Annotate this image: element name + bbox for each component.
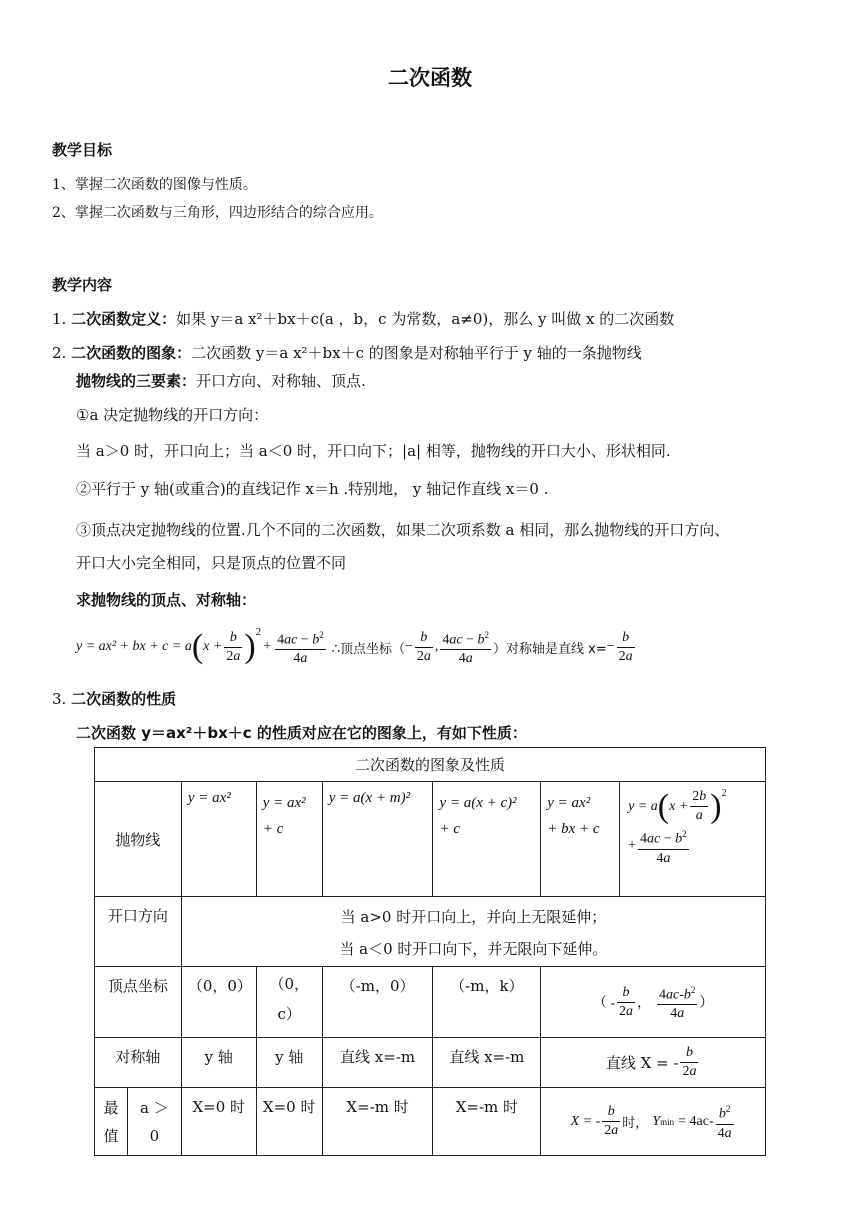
cond-a: a ＞ [140, 1099, 169, 1117]
elements-text: 开口方向、对称轴、顶点. [196, 372, 366, 390]
def-label: 二次函数定义： [71, 310, 177, 328]
form-6-top: y = a ( x + $\frac{2b}{a}$ ) $^2$ [628, 787, 727, 825]
form-3: y = a(x + m)² [328, 790, 411, 806]
extreme-1: X=0 时 [192, 1098, 246, 1116]
axis-general: 直线 X = - $\frac{b}{2a}$ [605, 1045, 697, 1079]
point-1b: 当 a＞0 时，开口向上；当 a＜0 时，开口向下；|a| 相等，抛物线的开口大小、形状相同. [76, 442, 671, 460]
def-text: 如果 y＝a x²＋bx＋c(a ，b，c 为常数，a≠0)，那么 y 叫做 x 的二次函数 [176, 310, 675, 328]
graph-line [52, 342, 642, 363]
formula-x: x + [203, 639, 223, 654]
cond-b: 0 [149, 1127, 160, 1145]
definition-line [52, 308, 674, 329]
row-extreme-a: 最 [103, 1099, 119, 1117]
vertex-4: （-m，k） [450, 977, 524, 995]
formula-axis: ）对称轴是直线 x= [493, 641, 607, 657]
prop-num: 3. [52, 690, 67, 708]
axis-2: y 轴 [275, 1048, 304, 1066]
point-1: ①a 决定抛物线的开口方向： [76, 406, 269, 424]
vertex-2b: c） [277, 1005, 301, 1023]
graph-text: 二次函数 y＝a x²＋bx＋c 的图象是对称轴平行于 y 轴的一条抛物线 [191, 344, 642, 362]
point-3a: ③顶点决定抛物线的位置.几个不同的二次函数，如果二次项系数 a 相同，那么抛物线的开口方向、 [76, 521, 730, 539]
frac-axis: $\frac{b}{2a}$ [618, 629, 633, 664]
table-caption: 二次函数的图象及性质 [95, 748, 766, 782]
vertex-3: （-m，0） [340, 977, 415, 995]
prop-intro: 二次函数 y＝ax²＋bx＋c 的性质对应在它的图象上，有如下性质： [76, 724, 527, 742]
graph-num: 2. [52, 344, 67, 362]
vertex-1: （0，0） [187, 977, 252, 995]
graph-label: 二次函数的图象： [71, 344, 192, 362]
row-axis-label: 对称轴 [115, 1048, 161, 1066]
prop-label: 二次函数的性质 [71, 690, 177, 708]
formula-lhs: y = ax² + bx + c = a [76, 639, 192, 654]
paren-close: ) [244, 628, 256, 665]
content-heading: 教学内容 [52, 276, 113, 294]
form-6-bottom: + $\frac{4ac - b^2}{4a}$ [620, 825, 765, 868]
axis-3: 直线 x=-m [340, 1048, 416, 1066]
properties-line [52, 688, 176, 709]
axis-1: y 轴 [204, 1048, 233, 1066]
vertex-formula: y = ax² + bx + c = a ( x + $\frac{b}{2a}$ ) $^2$ + $\frac{4ac - b^2}{4a}$ ∴顶点坐标（ − $\frac{b}{2a}$ , $\frac{4ac - b^2}{4a}$ ）对称轴是直线 x= − $\frac{b}{2a}$ [76, 626, 633, 667]
point-2: ②平行于 y 轴(或重合)的直线记作 x＝h .特别地， y 轴记作直线 x＝0 . [76, 480, 549, 498]
row-open-label: 开口方向 [107, 907, 168, 925]
form-5a: y = ax² [547, 795, 591, 811]
form-4b: + c [439, 821, 460, 837]
open-rule-1: 当 a>0 时开口向上，并向上无限延伸； [340, 908, 607, 926]
frac-4ac: $\frac{4ac - b^2}{4a}$ [275, 626, 326, 669]
elements-label: 抛物线的三要素： [76, 372, 197, 390]
page-title: 二次函数 [388, 66, 472, 90]
extreme-3: X=-m 时 [346, 1098, 409, 1116]
def-num: 1. [52, 310, 67, 328]
open-rule-2: 当 a＜0 时开口向下，并无限向下延伸。 [339, 940, 608, 958]
point-3b: 开口大小完全相同，只是顶点的位置不同 [76, 554, 347, 572]
form-2b: + c [262, 821, 284, 837]
extreme-general: X = - $\frac{b}{2a}$ 时， Y min = 4ac- $\frac{b^2}{4a}$ [541, 1100, 765, 1143]
form-2a: y = ax² [262, 795, 306, 811]
frac-vx: $\frac{b}{2a}$ [416, 629, 431, 664]
row-extreme-b: 值 [103, 1127, 119, 1145]
vertex-label: 求抛物线的顶点、对称轴： [76, 591, 257, 609]
form-4a: y = a(x + c)² [439, 795, 517, 811]
goals-heading: 教学目标 [52, 141, 113, 159]
vertex-general: （ - $\frac{b}{2a}$ ， $\frac{4ac-b^2}{4a}$ ） [541, 981, 765, 1024]
form-5b: + bx + c [547, 821, 600, 837]
elements-line [76, 370, 366, 391]
goal-item-2: 2、掌握二次函数与三角形，四边形结合的综合应用。 [52, 205, 383, 221]
frac-b-2a: $\frac{b}{2a}$ [226, 629, 241, 664]
vertex-2a: （0， [269, 975, 309, 993]
formula-mid: ∴顶点坐标（ [331, 641, 405, 657]
row-vertex-label: 顶点坐标 [107, 977, 168, 995]
axis-4: 直线 x=-m [449, 1048, 525, 1066]
extreme-4: X=-m 时 [455, 1098, 519, 1116]
form-1: y = ax² [187, 790, 231, 806]
properties-table [94, 747, 766, 1156]
goal-item-1: 1、掌握二次函数的图像与性质。 [52, 177, 257, 193]
paren-open: ( [191, 628, 204, 665]
frac-vy: $\frac{4ac - b^2}{4a}$ [440, 626, 491, 669]
extreme-2: X=0 时 [262, 1098, 316, 1116]
row-parabola-label: 抛物线 [95, 782, 182, 897]
